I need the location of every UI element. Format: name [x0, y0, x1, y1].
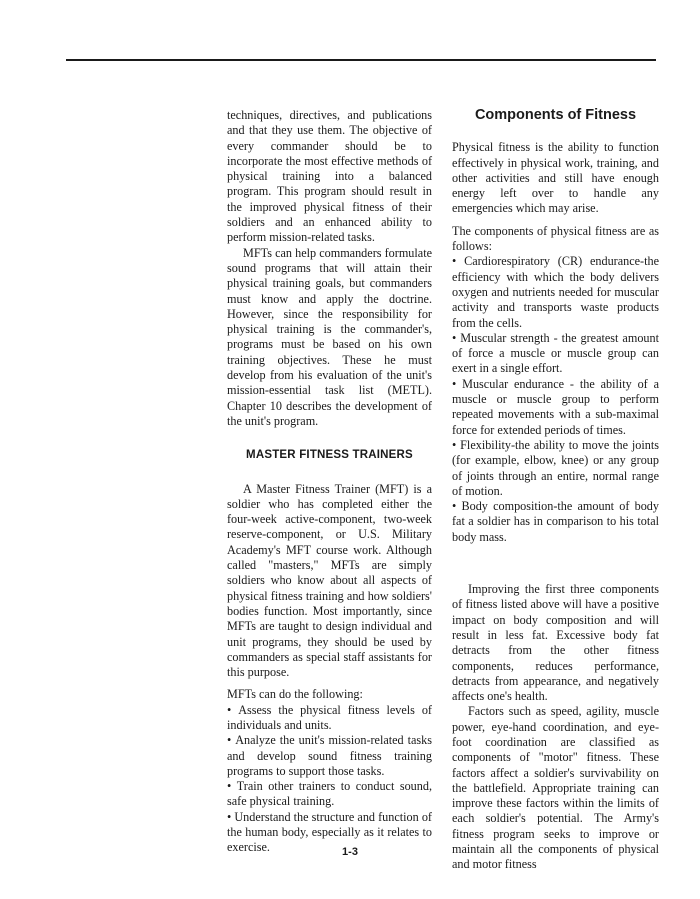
section-heading-master-fitness-trainers: MASTER FITNESS TRAINERS: [246, 449, 413, 462]
components-list-intro: The components of physical fitness are as follows:: [452, 223, 659, 254]
left-paragraph-2: MFTs can help commanders formulate sound programs that will attain their physical training goals, but commanders must know and apply the doctrine. However, since the responsibility for physical training is the commander's, programs must be based on his own training objectives. These he must develop from his evaluation of the unit's mission-essential task list (METL). Chapter 10 describes the development of the unit's program.: [227, 245, 432, 428]
right-column: [452, 108, 659, 873]
components-list-item: • Flexibility-the ability to move the joints (for example, elbow, knee) or any group of joints through an entire, normal range of motion.: [452, 438, 659, 499]
mft-list-intro: MFTs can do the following:: [227, 687, 363, 702]
mft-list-item: • Assess the physical fitness levels of individuals and units.: [227, 703, 432, 734]
right-paragraph-2: Improving the first three components of fitness listed above will have a positive impact on body composition and will result in less fat. Excessive body fat detracts from the other fitness components, reduces performance, detracts from appearance, and negatively affects one's health.: [452, 582, 659, 704]
mft-list-item: • Train other trainers to conduct sound, safe physical training.: [227, 779, 432, 810]
components-list-item: • Muscular strength - the greatest amount of force a muscle or muscle group can exert in a single effort.: [452, 331, 659, 377]
components-list-item: • Muscular endurance - the ability of a muscle or muscle group to perform repeated movements with a sub-maximal force for extended periods of times.: [452, 377, 659, 438]
right-paragraph-1: Physical fitness is the ability to function effectively in physical work, training, and other activities and still have enough energy left over to handle any emergencies which may arise.: [452, 140, 659, 216]
section-heading-components-of-fitness: Components of Fitness: [474, 107, 637, 123]
left-column: [227, 108, 432, 856]
left-paragraph-1: techniques, directives, and publications and that they use them. The objective of every commander should be to incorporate the most effective methods of physical training into a balanced program. This program should result in the improved physical fitness of their soldiers and an enhanced ability to perform mission-related tasks.: [227, 108, 432, 245]
page-number: 1-3: [342, 846, 358, 858]
components-list-item: • Body composition-the amount of body fat a soldier has in comparison to his total body mass.: [452, 499, 659, 545]
left-paragraph-3: A Master Fitness Trainer (MFT) is a soldier who has completed either the four-week active-component, two-week reserve-component, or U.S. Military Academy's MFT course work. Although called "masters," MFTs are simply soldiers who know about all aspects of physical fitness training and how soldiers' bodies function. Most importantly, since MFTs are taught to design individual and unit programs, they should be used by commanders as special staff assistants for this purpose.: [227, 481, 432, 680]
right-paragraph-3: Factors such as speed, agility, muscle power, eye-hand coordination, and eye-foot coordination are classified as components of "motor" fitness. These factors affect a soldier's survivability on the battlefield. Appropriate training can improve these factors within the limits of each soldier's potential. The Army's fitness program seeks to improve or maintain all the components of physical and motor fitness: [452, 704, 659, 872]
mft-list-item: • Analyze the unit's mission-related tasks and develop sound fitness training programs to support those tasks.: [227, 733, 432, 779]
components-list-item: • Cardiorespiratory (CR) endurance-the efficiency with which the body delivers oxygen and nutrients needed for muscular activity and transports waste products from the cells.: [452, 254, 659, 330]
header-rule: [66, 59, 656, 61]
mft-list-item: • Understand the structure and function of the human body, especially as it relates to exercise.: [227, 810, 432, 856]
